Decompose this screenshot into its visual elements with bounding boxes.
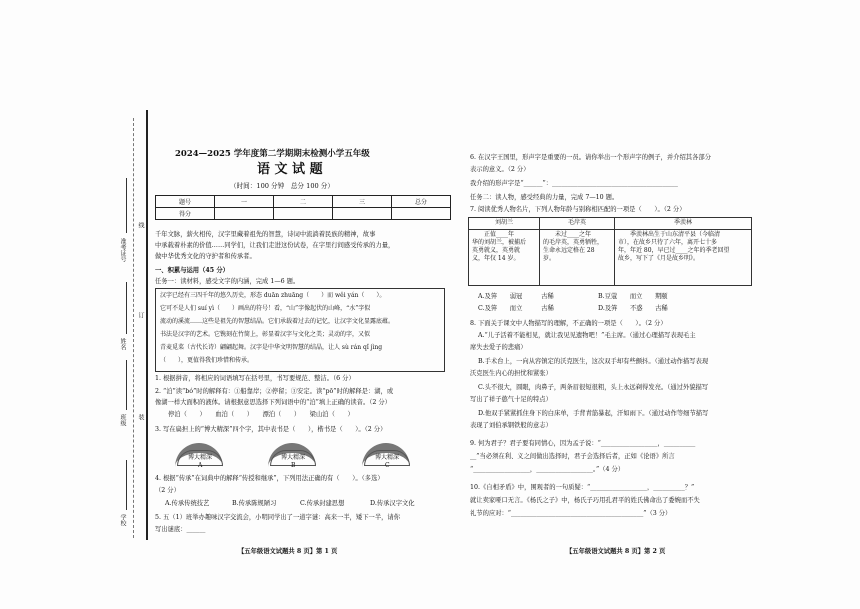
score-row-label: 得分: [156, 208, 215, 220]
material-line: 流动的溪流……这些是祖先的智慧结晶。它们承载着过去的记忆，让汉字文化显露底蕴。: [160, 318, 395, 325]
question-5-line: 写出谜底：______: [155, 526, 206, 533]
question-9-line[interactable]: __”当必须在利、义之间做出选择时，君子会选择后者，正如《论语》所言: [470, 453, 675, 460]
name-blank[interactable]: [126, 282, 127, 334]
margin-label-name: 姓名: [119, 338, 126, 350]
seal-c-letter: C: [385, 462, 390, 469]
seal-a-letter: A: [198, 462, 203, 469]
question-8: 8. 下面关于课文中人物描写的理解，不正确的一项是（ ）。（2 分）: [470, 320, 667, 327]
exam-subject: 语 文 试 题: [257, 162, 323, 177]
score-cell[interactable]: [215, 208, 274, 220]
margin-label-school: 学校: [119, 514, 126, 526]
question-7: 7. 阅读优秀人物名片，下列人物年龄与别称相匹配的一项是（ ）。（2 分）: [470, 206, 686, 213]
score-header: 一: [215, 196, 274, 208]
q4-option-a[interactable]: A.传承传统技艺: [165, 500, 210, 507]
q8-option-a[interactable]: A.“儿子活着不能相见，就让我见见遗物吧！”毛主席。（通过心理描写表现毛主: [478, 332, 696, 339]
task-heading: 任务一：读材料，感受文字的内涵，完成 1—6 题。: [155, 278, 300, 285]
margin-label-exam-no: 准考证号: [119, 238, 126, 262]
material-line: 书法是汉字的艺术。它镌刻在竹简上，彰显着汉字与文化之美；灵动的字，又似: [160, 331, 371, 338]
question-10-line[interactable]: 礼节的应对：“__________________________________________”（3 分）: [470, 510, 672, 517]
score-cell[interactable]: [392, 208, 451, 220]
margin-mark-xian: 线: [137, 222, 144, 228]
material-line: 青麦觅菜（古代长诗）翩翩起舞。汉字是中华文明智慧的结晶，让人 sù rán qǐ jìng: [160, 344, 383, 351]
figure-header: 毛岸英: [540, 218, 615, 230]
score-cell[interactable]: [333, 208, 392, 220]
seal-c-text: 博大精深: [364, 450, 410, 466]
question-6-answer[interactable]: 我介绍的形声字是“______”：________________________________________: [470, 180, 678, 187]
score-table: [155, 195, 451, 220]
margin-mark-ding: 订: [137, 312, 144, 318]
question-6: 6. 在汉字王国里，形声字是重要的一员。请你举出一个形声字的例子，并介绍其各部分: [470, 154, 711, 161]
score-header: 二: [274, 196, 333, 208]
question-4-line: （2 分）: [155, 487, 180, 494]
binding-line: [146, 110, 148, 540]
seal-b-letter: B: [291, 462, 296, 469]
figure-header: 季羡林: [615, 218, 752, 230]
material-line: （ ），更值得我们珍惜和传承。: [160, 357, 254, 364]
question-3: 3. 写在扁担上的“博大精深”四个字，其中表书是（ ），楷书是（ ）。（2 分）: [155, 426, 387, 433]
question-9-line[interactable]: “__________________，__________________。”（4 分）: [470, 466, 625, 473]
figure-card-table: [468, 217, 752, 286]
q8-option-c-cont: 写出了祥子憨气十足的特点）: [470, 396, 552, 403]
question-6-line: 表示的意义。（2 分）: [470, 166, 530, 173]
q8-option-d-cont: 表现了刘伯承钢铁般的意志）: [470, 422, 552, 429]
q7-option-c[interactable]: C.及笄 而立 古稀: [478, 305, 554, 312]
question-1: 1. 根据拼音，将相应的词语填写在括号里，书写要规范、整洁。（6 分）: [155, 375, 355, 382]
q8-option-d[interactable]: D.他双手紧紧抓住身下的白床单，手背青筋暴起，汗如雨下。（通过动作等细节描写: [478, 410, 709, 417]
score-cell[interactable]: [274, 208, 333, 220]
seal-a-text: 博大精深: [177, 450, 223, 466]
intro-line: 千年文脉，薪火相传，汉字里藏着祖先的智慧，诗词中流淌着民族的精神，故事: [155, 231, 376, 238]
page-footer-1: 【五年级语文试题共 8 页】第 1 页: [238, 548, 338, 555]
margin-mark-zhuang: 装: [137, 414, 144, 420]
q7-option-b[interactable]: B.豆蔻 而立 期颐: [598, 293, 668, 300]
figure-card-liuhulan: 正值____年 华的刘胡兰，被捕后 英勇就义，英勇就 义，年仅 14 岁。: [469, 230, 540, 286]
task-2-heading: 任务二：读人物，感受经典的力量，完成 7—10 题。: [470, 194, 619, 201]
q8-option-c[interactable]: C.头不很大，圆眼，肉鼻子，两条眉很短很粗，头上永远剃得发亮。（通过外貌描写: [478, 384, 709, 391]
score-header: 三: [333, 196, 392, 208]
material-line: 汉字已经有三四千年的悠久历史，形态 duān zhuāng（ ）而 wěi yán（ ）。: [160, 292, 386, 299]
q7-option-a[interactable]: A.及笄 弱冠 古稀: [478, 293, 554, 300]
page-footer-2: 【五年级语文试题共 8 页】第 2 页: [566, 548, 666, 555]
exam-time-info: （时间：100 分钟 总分 100 分）: [230, 182, 334, 190]
question-2-words: 停泊（ ） 血泊（ ） 漂泊（ ） 梁山泊（ ）: [168, 411, 354, 418]
cut-dashed-line: [133, 118, 134, 538]
question-2: 2. “泊”读“bó”时的解释有：①船靠岸；②停留；③安定。读“pō”时的解释是：湖，或: [155, 388, 394, 395]
q8-option-b[interactable]: B.手术台上，一向从容镇定的沃克医生，这次双手却有些颤抖。（通过动作描写表现: [478, 358, 709, 365]
score-header: 题号: [156, 196, 215, 208]
question-10[interactable]: 10.《自相矛盾》中，围观者的一句质疑：“__________________，__________？”: [470, 484, 695, 491]
seal-b-text: 博大精深: [270, 450, 316, 466]
q8-option-b-cont: 沃克医生内心的担忧和紧张）: [470, 370, 552, 377]
intro-line: 中承载着朴素的价值……同学们，让我们走进这份试卷，在字里行间感受传承的力量，: [155, 242, 395, 249]
exam-title: 2024—2025 学年度第二学期期末检测小学五年级: [175, 149, 370, 159]
question-5: 5. 五（1）班举办趣味汉字交流会，小明同学出了一道字谜：高来一半，矮下一半，请你: [155, 514, 401, 521]
q4-option-c[interactable]: C.传承封建思想: [300, 500, 345, 507]
margin-label-class: 班级: [119, 414, 126, 426]
q4-option-d[interactable]: D.传承汉字文化: [370, 500, 415, 507]
section-heading: 一、积累与运用（45 分）: [155, 267, 229, 274]
question-9[interactable]: 9. 何为君子？君子要有同情心，因为孟子说：“__________________，__________: [470, 440, 696, 447]
question-4: 4. 根据“传承”在词典中的解释“传授和继承”，下列用法正确的有（ ）。（多选）: [155, 475, 384, 482]
intro-line: 做中华优秀文化的守护者和传承者。: [155, 253, 256, 260]
figure-card-jixianlin: 季羡林出生于山东清平县（今临清 市），在故乡只待了六年，离开七十多 年，年近 80，早已过____之年的季老回望 故乡，写下了《月是故乡明》。: [615, 230, 752, 286]
exam-no-blank[interactable]: [126, 178, 127, 233]
question-10-line: 就让卖家哑口无言。《杨氏之子》中，杨氏子巧用孔君平的姓氏佛命出了委婉而不失: [470, 497, 700, 504]
figure-card-maoanying: 未过____之年 的毛岸英，英勇牺牲， 生命永远定格在 28 岁。: [540, 230, 615, 286]
q7-option-d[interactable]: D.及笄 不惑 古稀: [598, 305, 668, 312]
figure-header: 刘胡兰: [469, 218, 540, 230]
school-blank[interactable]: [126, 460, 127, 510]
class-blank[interactable]: [126, 360, 127, 410]
question-2-line: 像湖一样大面积的液体。请根据意思选择下列词语中的“泊”填上正确的读音。（2 分）: [155, 399, 391, 406]
material-line: 它可不是人们 suí yì（ ）画出的符号！看，“山”字像起伏的山峰，“水”字似: [160, 305, 371, 312]
q8-option-a-cont: 席失去爱子的悲痛）: [470, 344, 527, 351]
q4-option-b[interactable]: B.传承陈规陋习: [232, 500, 277, 507]
score-header: 总分: [392, 196, 451, 208]
